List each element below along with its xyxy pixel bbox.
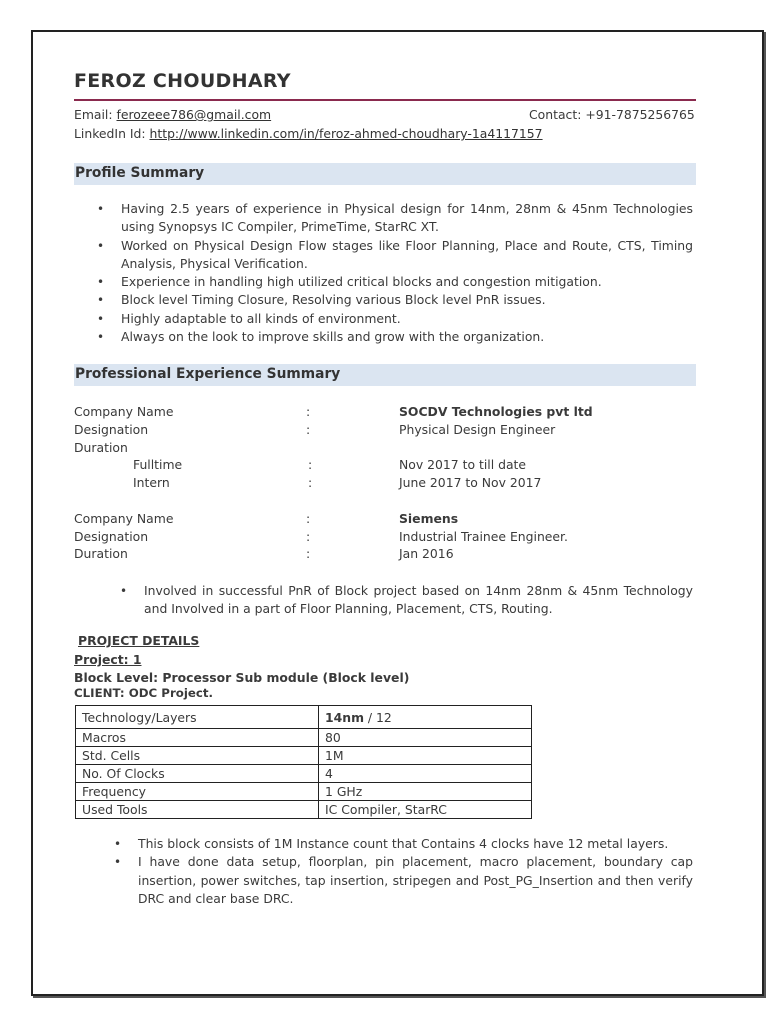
- layer-count: / 12: [363, 709, 392, 725]
- job1-duration-label: Duration: [74, 440, 128, 455]
- contact-text: Contact: +91-7875256765: [529, 107, 695, 122]
- list-item: • Experience in handling high utilized critical blocks and congestion mitigation.: [121, 273, 693, 291]
- table-cell-label: Std. Cells: [76, 747, 319, 765]
- section-title: Professional Experience Summary: [75, 366, 341, 382]
- name-divider: [74, 99, 696, 101]
- table-row: [76, 783, 532, 801]
- job1-company-label: Company Name: [74, 404, 174, 419]
- linkedin-link[interactable]: http://www.linkedin.com/in/feroz-ahmed-choudhary-1a4117157: [149, 126, 543, 141]
- candidate-name: FEROZ CHOUDHARY: [74, 70, 291, 92]
- table-cell-value: IC Compiler, StarRC: [319, 801, 532, 819]
- job1-company-value: SOCDV Technologies pvt ltd: [399, 404, 593, 419]
- table-cell-value: [319, 706, 532, 729]
- list-item: • I have done data setup, floorplan, pin placement, macro placement, boundary cap insertion, power switches, tap insertion, stripegen and Post_PG_Insertion and then verify DRC and clear base DRC.: [138, 853, 693, 908]
- section-profile-summary: [74, 163, 696, 185]
- job2-designation-value: Industrial Trainee Engineer.: [399, 529, 568, 544]
- section-title: Profile Summary: [75, 165, 205, 181]
- job1-fulltime-label: Fulltime: [133, 457, 183, 472]
- job1-designation-value: Physical Design Engineer: [399, 422, 556, 437]
- tech-node: 14nm: [325, 709, 364, 725]
- list-item: • Block level Timing Closure, Resolving various Block level PnR issues.: [121, 291, 693, 309]
- job2-company-value: Siemens: [399, 511, 459, 526]
- table-row: [76, 729, 532, 747]
- list-item: • This block consists of 1M Instance count that Contains 4 clocks have 12 metal layers.: [138, 835, 693, 853]
- list-item: • Highly adaptable to all kinds of environment.: [121, 310, 693, 328]
- email-link[interactable]: ferozeee786@gmail.com: [116, 107, 272, 122]
- project-bullets: [138, 835, 693, 908]
- profile-bullets: [121, 200, 693, 346]
- project-spec-table: [75, 705, 532, 819]
- email-line: [74, 107, 271, 122]
- table-cell-label: Frequency: [76, 783, 319, 801]
- table-cell-label: Used Tools: [76, 801, 319, 819]
- table-row: [76, 765, 532, 783]
- project-client: CLIENT: ODC Project.: [74, 686, 214, 700]
- job2-duration-label: Duration: [74, 546, 128, 561]
- colon: :: [306, 529, 311, 544]
- email-label: Email:: [74, 107, 117, 122]
- linkedin-label: LinkedIn Id:: [74, 126, 150, 141]
- table-cell-label: No. Of Clocks: [76, 765, 319, 783]
- colon: :: [306, 546, 311, 561]
- job2-designation-label: Designation: [74, 529, 149, 544]
- list-item: • Having 2.5 years of experience in Physical design for 14nm, 28nm & 45nm Technologies using Synopsys IC Compiler, PrimeTime, StarRC XT.: [121, 200, 693, 237]
- colon: :: [306, 511, 311, 526]
- table-cell-label: Macros: [76, 729, 319, 747]
- table-cell-value: 80: [319, 729, 532, 747]
- job1-fulltime-value: Nov 2017 to till date: [399, 457, 527, 472]
- job1-designation-label: Designation: [74, 422, 149, 437]
- project-number: Project: 1: [74, 652, 142, 667]
- table-row: [76, 801, 532, 819]
- project-block-level: Block Level: Processor Sub module (Block level): [74, 670, 410, 685]
- linkedin-line: [74, 126, 543, 141]
- list-item: • Involved in successful PnR of Block project based on 14nm 28nm & 45nm Technology and Involved in a part of Floor Planning, Placement, CTS, Routing.: [144, 582, 693, 619]
- table-cell-value: 1M: [319, 747, 532, 765]
- table-row: [76, 747, 532, 765]
- table-cell-label: Technology/Layers: [76, 706, 319, 729]
- table-cell-value: 1 GHz: [319, 783, 532, 801]
- table-row: [76, 706, 532, 729]
- colon: :: [308, 457, 313, 472]
- job1-intern-label: Intern: [133, 475, 170, 490]
- job1-intern-value: June 2017 to Nov 2017: [399, 475, 542, 490]
- job2-duration-value: Jan 2016: [399, 546, 454, 561]
- experience-bullets: [144, 582, 693, 619]
- project-details-heading: PROJECT DETAILS: [78, 633, 200, 648]
- colon: :: [306, 422, 311, 437]
- section-experience-summary: [74, 364, 696, 386]
- list-item: • Worked on Physical Design Flow stages like Floor Planning, Place and Route, CTS, Timing Analysis, Physical Verification.: [121, 237, 693, 274]
- colon: :: [306, 404, 311, 419]
- list-item: • Always on the look to improve skills and grow with the organization.: [121, 328, 693, 346]
- colon: :: [308, 475, 313, 490]
- table-cell-value: 4: [319, 765, 532, 783]
- job2-company-label: Company Name: [74, 511, 174, 526]
